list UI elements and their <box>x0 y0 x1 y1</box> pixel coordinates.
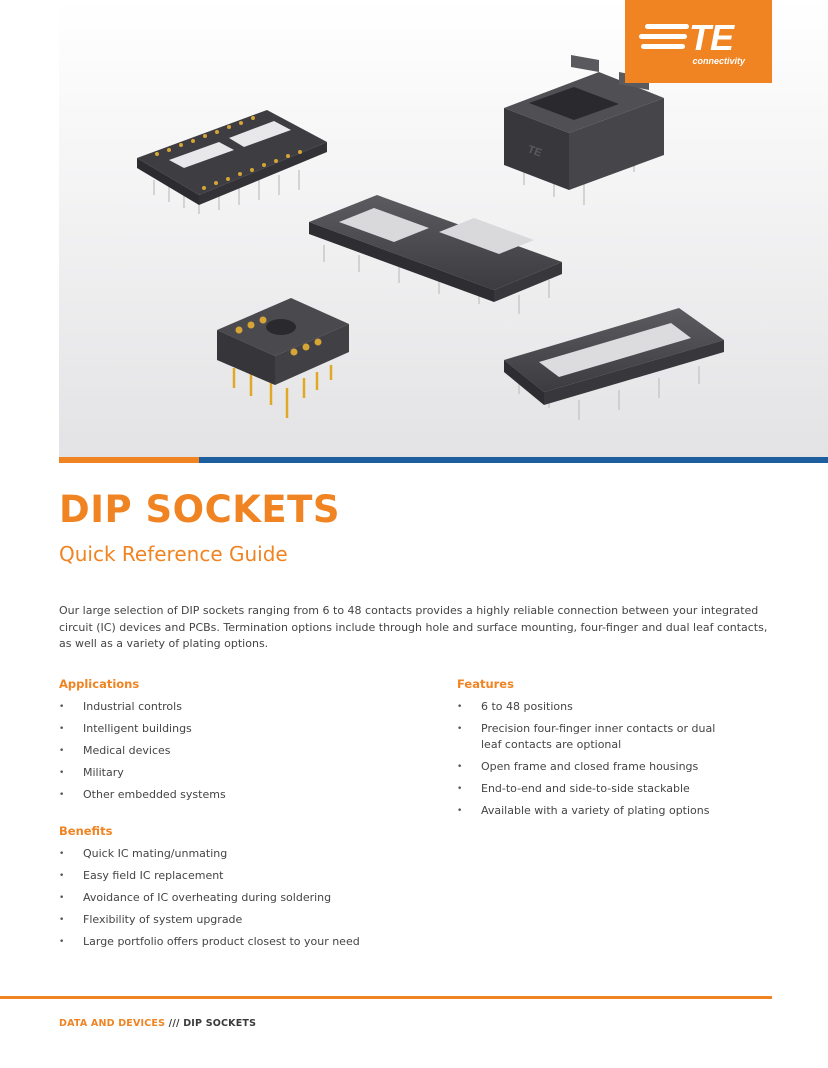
list-item: • Easy field IC replacement <box>59 868 439 884</box>
features-heading: Features <box>457 677 514 691</box>
page-subtitle: Quick Reference Guide <box>59 542 288 566</box>
footer-product: DIP SOCKETS <box>183 1018 257 1029</box>
footer-divider <box>0 996 772 999</box>
list-item: • Medical devices <box>59 743 419 759</box>
divider-blue <box>199 457 828 463</box>
svg-text:TE: TE <box>525 143 544 160</box>
socket-long-center <box>309 195 562 314</box>
list-item: • Available with a variety of plating options <box>457 803 727 819</box>
list-item: • Intelligent buildings <box>59 721 419 737</box>
list-item: • Open frame and closed frame housings <box>457 759 727 775</box>
list-item: • Precision four-finger inner contacts or dual leaf contacts are optional <box>457 721 727 753</box>
list-item: • Industrial controls <box>59 699 419 715</box>
socket-open-frame-small <box>137 110 327 214</box>
benefits-list <box>59 846 439 956</box>
intro-paragraph: Our large selection of DIP sockets ranging from 6 to 48 contacts provides a highly reliable connection between your integrated circuit (IC) devices and PCBs. Termination options include through hole and surface mounting, four-finger and dual leaf contacts, as well as a variety of plating options. <box>59 604 768 650</box>
features-list <box>457 699 727 825</box>
footer-category: DATA AND DEVICES <box>59 1018 166 1029</box>
list-item: • Military <box>59 765 419 781</box>
applications-heading: Applications <box>59 677 140 691</box>
list-item: • Flexibility of system upgrade <box>59 912 439 928</box>
list-item: • End-to-end and side-to-side stackable <box>457 781 727 797</box>
divider-orange <box>59 457 199 463</box>
logo-stripes <box>639 24 689 54</box>
logo-text: TE <box>689 17 734 58</box>
socket-open-frame-lower <box>504 308 724 420</box>
applications-list <box>59 699 419 809</box>
logo-subtext: connectivity <box>692 56 745 66</box>
list-item: • Quick IC mating/unmating <box>59 846 439 862</box>
page-title: DIP SOCKETS <box>59 488 341 531</box>
socket-8-pin-gold <box>217 298 349 418</box>
footer-separator: /// <box>165 1018 184 1029</box>
footer-breadcrumb <box>59 1018 256 1029</box>
list-item: • Other embedded systems <box>59 787 419 803</box>
list-item: • Large portfolio offers product closest to your need <box>59 934 439 950</box>
benefits-heading: Benefits <box>59 824 113 838</box>
list-item: • Avoidance of IC overheating during soldering <box>59 890 439 906</box>
list-item: • 6 to 48 positions <box>457 699 727 715</box>
te-connectivity-logo <box>625 0 772 83</box>
